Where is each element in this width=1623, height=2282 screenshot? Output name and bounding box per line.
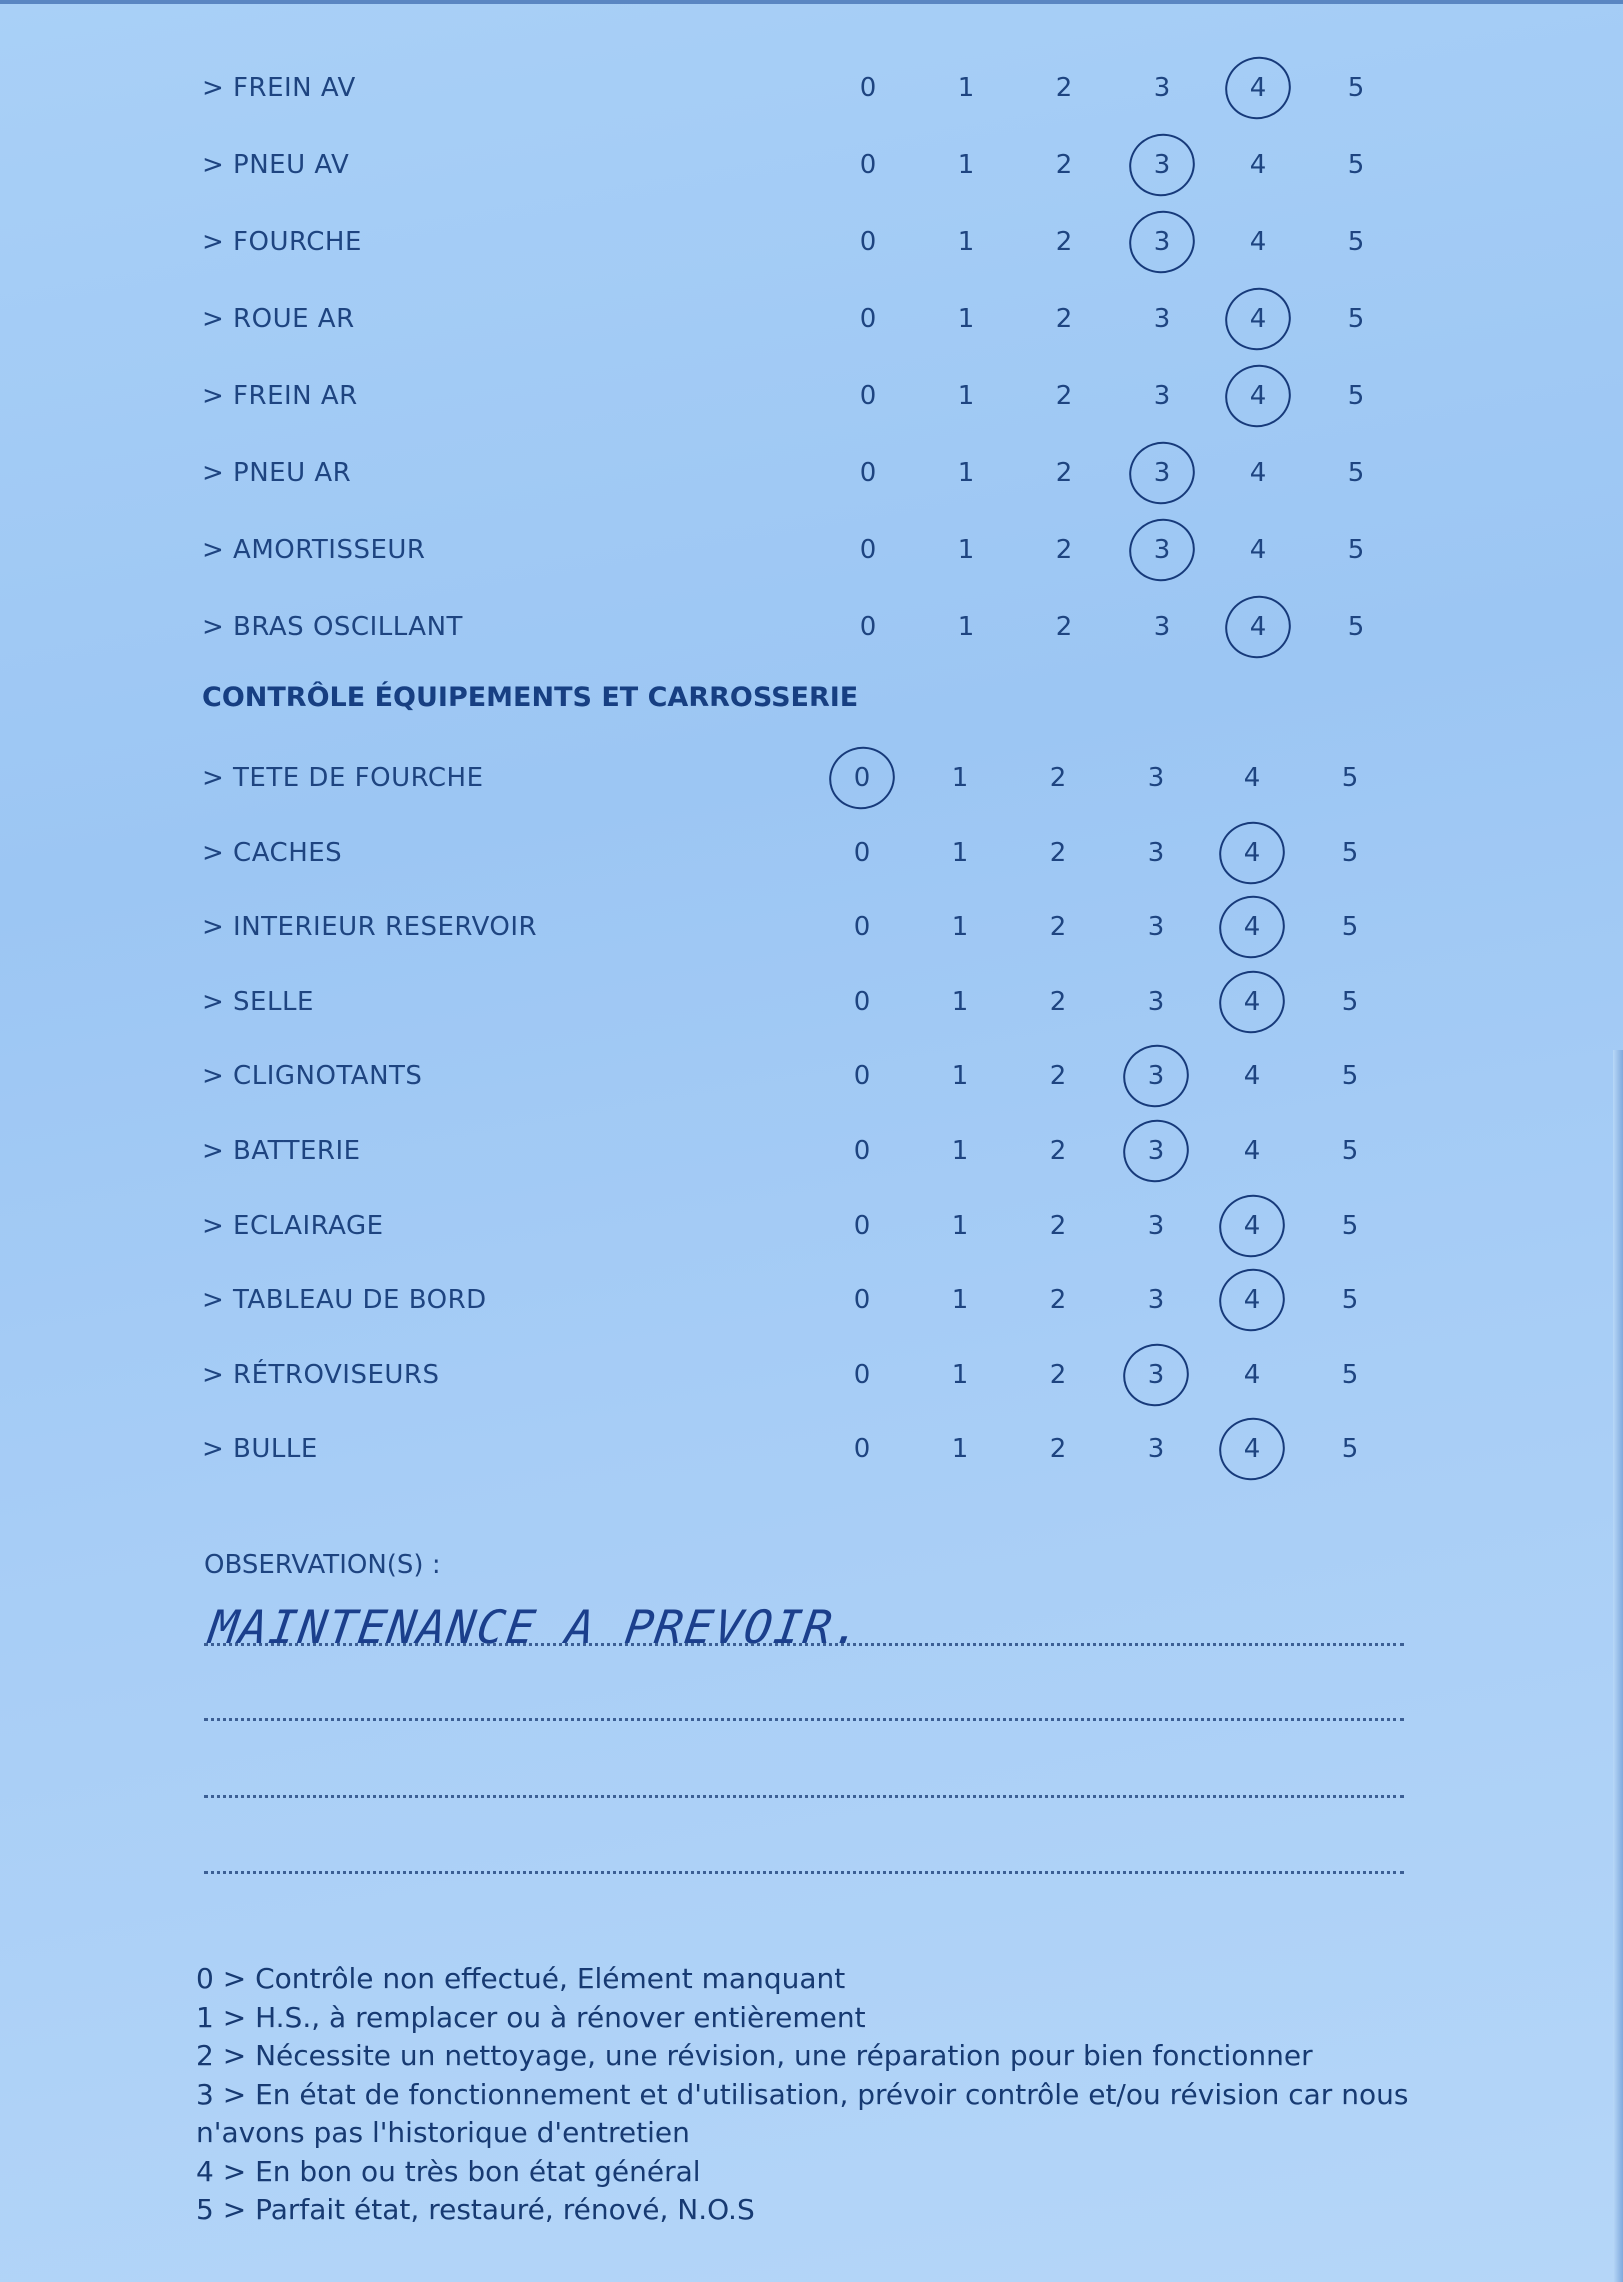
rating-value: 3 <box>1147 763 1165 793</box>
rating-value: 3 <box>1147 986 1165 1017</box>
rating-option-5[interactable] <box>1331 530 1381 570</box>
rating-option-4[interactable] <box>1233 607 1283 647</box>
rating-value: 3 <box>1147 837 1165 868</box>
rating-option-3[interactable] <box>1137 68 1187 108</box>
rating-option-0[interactable] <box>837 833 887 873</box>
checklist-item-label: > BULLE <box>202 1434 318 1465</box>
rating-option-2[interactable] <box>1039 376 1089 416</box>
rating-value: 5 <box>1347 304 1365 334</box>
rating-value: 0 <box>853 837 871 868</box>
observation-line-2[interactable] <box>204 1718 1404 1721</box>
rating-value: 1 <box>957 227 975 257</box>
rating-value: 5 <box>1341 1434 1359 1465</box>
rating-option-3[interactable] <box>1137 145 1187 185</box>
checklist-row <box>0 1206 1623 1246</box>
rating-value: 1 <box>957 612 975 642</box>
rating-value: 1 <box>951 1061 969 1092</box>
rating-option-1[interactable] <box>935 1056 985 1096</box>
rating-value: 2 <box>1049 986 1067 1017</box>
rating-option-5[interactable] <box>1325 1206 1375 1246</box>
rating-option-0[interactable] <box>843 222 893 262</box>
rating-value: 4 <box>1249 535 1267 565</box>
rating-option-3[interactable] <box>1131 1131 1181 1171</box>
rating-option-2[interactable] <box>1039 607 1089 647</box>
checklist-item-label: > CLIGNOTANTS <box>202 1061 423 1092</box>
rating-option-4[interactable] <box>1227 1280 1277 1320</box>
rating-value: 5 <box>1347 150 1365 180</box>
rating-option-1[interactable] <box>941 299 991 339</box>
rating-option-0[interactable] <box>837 758 887 798</box>
rating-legend <box>196 1960 1436 2230</box>
checklist-row <box>0 1056 1623 1096</box>
checklist-item-label: > TETE DE FOURCHE <box>202 763 484 793</box>
rating-option-2[interactable] <box>1033 1206 1083 1246</box>
checklist-row <box>0 453 1623 493</box>
observation-line-3[interactable] <box>204 1795 1404 1798</box>
rating-value: 0 <box>859 73 877 103</box>
checklist-item-label: > FREIN AV <box>202 73 356 103</box>
rating-option-1[interactable] <box>935 1206 985 1246</box>
rating-value: 3 <box>1147 1285 1165 1316</box>
checklist-row <box>0 758 1623 798</box>
checklist-item-label: > SELLE <box>202 986 314 1017</box>
rating-value: 0 <box>853 763 871 793</box>
rating-option-5[interactable] <box>1325 758 1375 798</box>
checklist-row <box>0 68 1623 108</box>
rating-option-2[interactable] <box>1033 1056 1083 1096</box>
section-heading-equipment: CONTRÔLE ÉQUIPEMENTS ET CARROSSERIE <box>202 682 859 713</box>
rating-option-0[interactable] <box>837 1355 887 1395</box>
rating-value: 0 <box>859 535 877 565</box>
checklist-item-label: > AMORTISSEUR <box>202 535 426 565</box>
rating-value: 1 <box>951 986 969 1017</box>
rating-value: 1 <box>951 1359 969 1390</box>
rating-value: 2 <box>1055 535 1073 565</box>
rating-value: 2 <box>1049 763 1067 793</box>
rating-value: 0 <box>853 912 871 943</box>
rating-option-5[interactable] <box>1331 376 1381 416</box>
rating-value: 3 <box>1153 227 1171 257</box>
rating-option-1[interactable] <box>935 833 985 873</box>
rating-value: 4 <box>1243 837 1261 868</box>
rating-value: 0 <box>859 227 877 257</box>
rating-value: 5 <box>1347 535 1365 565</box>
rating-option-3[interactable] <box>1137 222 1187 262</box>
rating-value: 2 <box>1049 1359 1067 1390</box>
rating-option-5[interactable] <box>1325 1131 1375 1171</box>
rating-option-2[interactable] <box>1033 1429 1083 1469</box>
rating-option-5[interactable] <box>1325 833 1375 873</box>
rating-option-5[interactable] <box>1325 1280 1375 1320</box>
rating-value: 2 <box>1055 150 1073 180</box>
observation-line-4[interactable] <box>204 1871 1404 1874</box>
rating-value: 5 <box>1341 912 1359 943</box>
rating-value: 2 <box>1055 612 1073 642</box>
rating-value: 2 <box>1055 381 1073 411</box>
checklist-item-label: > FREIN AR <box>202 381 358 411</box>
rating-option-4[interactable] <box>1233 68 1283 108</box>
rating-option-1[interactable] <box>935 1355 985 1395</box>
checklist-item-label: > TABLEAU DE BORD <box>202 1285 487 1316</box>
rating-option-0[interactable] <box>843 607 893 647</box>
checklist-row <box>0 607 1623 647</box>
rating-value: 0 <box>859 150 877 180</box>
rating-value: 4 <box>1243 1136 1261 1166</box>
rating-option-0[interactable] <box>837 1206 887 1246</box>
rating-value: 0 <box>859 458 877 488</box>
checklist-row <box>0 982 1623 1022</box>
rating-value: 2 <box>1055 227 1073 257</box>
rating-option-1[interactable] <box>935 1429 985 1469</box>
rating-option-3[interactable] <box>1131 1429 1181 1469</box>
rating-value: 4 <box>1249 227 1267 257</box>
rating-option-2[interactable] <box>1039 299 1089 339</box>
rating-option-4[interactable] <box>1227 1056 1277 1096</box>
rating-option-0[interactable] <box>843 530 893 570</box>
rating-value: 5 <box>1341 837 1359 868</box>
rating-value: 4 <box>1243 763 1261 793</box>
rating-option-1[interactable] <box>941 68 991 108</box>
rating-option-0[interactable] <box>837 1056 887 1096</box>
rating-value: 5 <box>1341 1210 1359 1241</box>
rating-value: 3 <box>1153 535 1171 565</box>
rating-value: 3 <box>1153 612 1171 642</box>
rating-value: 2 <box>1049 1285 1067 1316</box>
rating-value: 1 <box>951 1210 969 1241</box>
checklist-row <box>0 1280 1623 1320</box>
rating-option-0[interactable] <box>843 68 893 108</box>
legend-line: n'avons pas l'historique d'entretien <box>196 2116 690 2149</box>
rating-option-4[interactable] <box>1227 758 1277 798</box>
checklist-item-label: > CACHES <box>202 837 343 868</box>
rating-value: 3 <box>1147 912 1165 943</box>
rating-value: 3 <box>1153 304 1171 334</box>
rating-option-3[interactable] <box>1131 758 1181 798</box>
rating-option-2[interactable] <box>1033 1280 1083 1320</box>
rating-option-0[interactable] <box>843 376 893 416</box>
rating-option-5[interactable] <box>1331 222 1381 262</box>
checklist-row <box>0 1355 1623 1395</box>
rating-option-3[interactable] <box>1137 453 1187 493</box>
rating-option-1[interactable] <box>935 1131 985 1171</box>
rating-option-0[interactable] <box>843 453 893 493</box>
rating-value: 4 <box>1243 1061 1261 1092</box>
rating-option-4[interactable] <box>1227 1355 1277 1395</box>
checklist-item-label: > PNEU AR <box>202 458 352 488</box>
observations-handwritten-text: MAINTENANCE A PREVOIR. <box>206 1600 868 1654</box>
rating-option-1[interactable] <box>935 982 985 1022</box>
rating-option-1[interactable] <box>941 453 991 493</box>
checklist-row <box>0 833 1623 873</box>
rating-option-3[interactable] <box>1131 1056 1181 1096</box>
rating-option-2[interactable] <box>1039 68 1089 108</box>
rating-option-0[interactable] <box>837 982 887 1022</box>
checklist-row <box>0 376 1623 416</box>
rating-value: 2 <box>1055 73 1073 103</box>
rating-option-5[interactable] <box>1331 453 1381 493</box>
rating-value: 4 <box>1249 381 1267 411</box>
rating-option-1[interactable] <box>941 376 991 416</box>
rating-option-2[interactable] <box>1033 1131 1083 1171</box>
checklist-item-label: > BRAS OSCILLANT <box>202 612 463 642</box>
rating-value: 0 <box>853 1285 871 1316</box>
rating-option-5[interactable] <box>1331 299 1381 339</box>
rating-option-2[interactable] <box>1039 530 1089 570</box>
rating-value: 5 <box>1347 381 1365 411</box>
rating-option-3[interactable] <box>1131 1206 1181 1246</box>
rating-value: 2 <box>1049 912 1067 943</box>
rating-value: 1 <box>951 1285 969 1316</box>
rating-option-1[interactable] <box>935 1280 985 1320</box>
rating-value: 5 <box>1341 1285 1359 1316</box>
rating-option-2[interactable] <box>1033 907 1083 947</box>
rating-option-0[interactable] <box>837 1429 887 1469</box>
rating-value: 4 <box>1243 1285 1261 1316</box>
legend-line: 3 > En état de fonctionnement et d'utilisation, prévoir contrôle et/ou révision car nous <box>196 2077 1409 2111</box>
rating-value: 1 <box>957 304 975 334</box>
rating-option-4[interactable] <box>1227 1429 1277 1469</box>
rating-value: 1 <box>957 150 975 180</box>
rating-value: 3 <box>1153 458 1171 488</box>
rating-option-2[interactable] <box>1033 758 1083 798</box>
rating-option-2[interactable] <box>1039 145 1089 185</box>
rating-value: 0 <box>853 1061 871 1092</box>
rating-value: 1 <box>951 837 969 868</box>
rating-value: 4 <box>1243 912 1261 943</box>
legend-line: 1 > H.S., à remplacer ou à rénover entièrement <box>196 2000 866 2034</box>
rating-option-5[interactable] <box>1325 1429 1375 1469</box>
checklist-row <box>0 299 1623 339</box>
rating-option-3[interactable] <box>1137 607 1187 647</box>
rating-option-0[interactable] <box>843 145 893 185</box>
checklist-item-label: > ROUE AR <box>202 304 355 334</box>
rating-value: 1 <box>951 912 969 943</box>
checklist-item-label: > PNEU AV <box>202 150 350 180</box>
rating-value: 4 <box>1249 612 1267 642</box>
rating-option-5[interactable] <box>1331 607 1381 647</box>
rating-option-4[interactable] <box>1233 299 1283 339</box>
rating-value: 0 <box>853 1434 871 1465</box>
rating-option-2[interactable] <box>1033 1355 1083 1395</box>
rating-option-1[interactable] <box>935 907 985 947</box>
rating-option-1[interactable] <box>941 607 991 647</box>
rating-option-3[interactable] <box>1131 1280 1181 1320</box>
checklist-row <box>0 907 1623 947</box>
rating-option-4[interactable] <box>1227 907 1277 947</box>
rating-option-2[interactable] <box>1033 982 1083 1022</box>
rating-option-1[interactable] <box>941 222 991 262</box>
rating-value: 4 <box>1249 304 1267 334</box>
rating-value: 0 <box>853 1359 871 1390</box>
rating-value: 3 <box>1153 381 1171 411</box>
rating-value: 3 <box>1153 150 1171 180</box>
rating-value: 0 <box>853 1210 871 1241</box>
rating-value: 5 <box>1341 1136 1359 1166</box>
rating-value: 4 <box>1243 1434 1261 1465</box>
checklist-row <box>0 1131 1623 1171</box>
rating-value: 3 <box>1147 1359 1165 1390</box>
rating-option-4[interactable] <box>1227 1206 1277 1246</box>
rating-value: 1 <box>951 763 969 793</box>
rating-value: 3 <box>1147 1434 1165 1465</box>
rating-option-0[interactable] <box>837 907 887 947</box>
rating-option-4[interactable] <box>1233 530 1283 570</box>
rating-value: 0 <box>859 381 877 411</box>
rating-value: 5 <box>1347 227 1365 257</box>
rating-option-1[interactable] <box>935 758 985 798</box>
rating-value: 5 <box>1341 763 1359 793</box>
rating-value: 2 <box>1049 837 1067 868</box>
rating-value: 2 <box>1049 1434 1067 1465</box>
checklist-row <box>0 530 1623 570</box>
rating-value: 4 <box>1243 1210 1261 1241</box>
rating-option-4[interactable] <box>1227 982 1277 1022</box>
rating-option-4[interactable] <box>1233 145 1283 185</box>
rating-value: 4 <box>1249 458 1267 488</box>
rating-option-2[interactable] <box>1039 222 1089 262</box>
rating-value: 2 <box>1049 1210 1067 1241</box>
rating-value: 5 <box>1341 1061 1359 1092</box>
checklist-row <box>0 1429 1623 1469</box>
rating-option-3[interactable] <box>1137 299 1187 339</box>
rating-option-4[interactable] <box>1233 376 1283 416</box>
rating-option-2[interactable] <box>1039 453 1089 493</box>
rating-value: 2 <box>1055 304 1073 334</box>
rating-value: 1 <box>957 73 975 103</box>
observation-line-1[interactable] <box>204 1643 1404 1646</box>
rating-value: 1 <box>957 458 975 488</box>
rating-value: 1 <box>957 381 975 411</box>
observations-label: OBSERVATION(S) : <box>204 1550 441 1580</box>
rating-value: 3 <box>1153 73 1171 103</box>
rating-option-1[interactable] <box>941 145 991 185</box>
checklist-row <box>0 222 1623 262</box>
rating-option-3[interactable] <box>1131 1355 1181 1395</box>
rating-value: 1 <box>957 535 975 565</box>
checklist-item-label: > INTERIEUR RESERVOIR <box>202 912 538 943</box>
rating-option-3[interactable] <box>1137 376 1187 416</box>
rating-value: 3 <box>1147 1210 1165 1241</box>
rating-value: 0 <box>859 612 877 642</box>
rating-option-2[interactable] <box>1033 833 1083 873</box>
checklist-item-label: > FOURCHE <box>202 227 362 257</box>
rating-value: 0 <box>853 986 871 1017</box>
rating-option-3[interactable] <box>1137 530 1187 570</box>
checklist-item-label: > RÉTROVISEURS <box>202 1359 440 1390</box>
rating-value: 3 <box>1147 1061 1165 1092</box>
rating-option-4[interactable] <box>1227 833 1277 873</box>
rating-value: 2 <box>1055 458 1073 488</box>
rating-option-5[interactable] <box>1331 68 1381 108</box>
rating-option-0[interactable] <box>843 299 893 339</box>
rating-option-5[interactable] <box>1325 1355 1375 1395</box>
rating-option-5[interactable] <box>1331 145 1381 185</box>
checklist-row <box>0 145 1623 185</box>
rating-value: 2 <box>1049 1061 1067 1092</box>
rating-option-5[interactable] <box>1325 982 1375 1022</box>
rating-value: 4 <box>1249 73 1267 103</box>
rating-value: 5 <box>1347 612 1365 642</box>
checklist-item-label: > BATTERIE <box>202 1136 361 1166</box>
rating-option-0[interactable] <box>837 1131 887 1171</box>
legend-line: 0 > Contrôle non effectué, Elément manquant <box>196 1962 846 1995</box>
rating-option-4[interactable] <box>1233 222 1283 262</box>
rating-option-1[interactable] <box>941 530 991 570</box>
rating-value: 2 <box>1049 1136 1067 1166</box>
rating-value: 1 <box>951 1434 969 1465</box>
rating-value: 5 <box>1341 1359 1359 1390</box>
rating-option-5[interactable] <box>1325 1056 1375 1096</box>
rating-option-3[interactable] <box>1131 907 1181 947</box>
paper-top-edge <box>0 0 1623 4</box>
rating-option-3[interactable] <box>1131 982 1181 1022</box>
rating-value: 1 <box>951 1136 969 1166</box>
legend-line: 5 > Parfait état, restauré, rénové, N.O.S <box>196 2193 755 2226</box>
rating-option-3[interactable] <box>1131 833 1181 873</box>
rating-option-5[interactable] <box>1325 907 1375 947</box>
legend-line: 4 > En bon ou très bon état général <box>196 2154 701 2188</box>
legend-line: 2 > Nécessite un nettoyage, une révision, une réparation pour bien fonctionner <box>196 2039 1313 2072</box>
rating-value: 4 <box>1243 986 1261 1017</box>
rating-value: 5 <box>1347 458 1365 488</box>
rating-option-4[interactable] <box>1233 453 1283 493</box>
rating-value: 5 <box>1341 986 1359 1017</box>
rating-value: 0 <box>859 304 877 334</box>
rating-option-4[interactable] <box>1227 1131 1277 1171</box>
rating-value: 3 <box>1147 1136 1165 1166</box>
rating-value: 0 <box>853 1136 871 1166</box>
checklist-item-label: > ECLAIRAGE <box>202 1210 384 1241</box>
rating-value: 5 <box>1347 73 1365 103</box>
rating-value: 4 <box>1249 150 1267 180</box>
rating-option-0[interactable] <box>837 1280 887 1320</box>
rating-value: 4 <box>1243 1359 1261 1390</box>
